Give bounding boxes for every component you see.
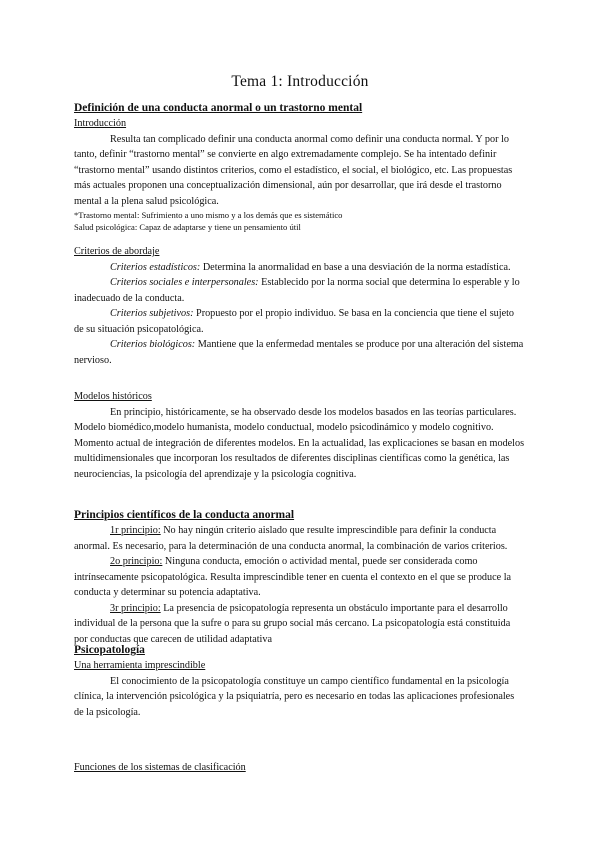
criteria-block <box>74 244 526 368</box>
functions-block <box>74 760 526 776</box>
models-paragraph: En principio, históricamente, se ha observado desde los modelos basados en las teorías particulares. Modelo biomédico,modelo humanista, modelo conductual, modelo psicodinámico y modelo cognitivo. Momento actual de integración de diferentes modelos. En la actualidad, las explicaciones se basan en modelos multidimensionales que incorporan los resultados de diferentes disciplinas científicas como la genética, las neurociencias, la psicología del aprendizaje y la psicología cognitiva. <box>74 406 525 480</box>
subheading-modelos: Modelos históricos <box>74 391 152 402</box>
models-block <box>74 389 526 482</box>
section-principles <box>74 507 526 647</box>
tool-paragraph: El conocimiento de la psicopatología constituye un campo científico fundamental en la psicología clínica, la intervención psicológica y la psiquiatría, pero es necesario en todas las aplicaciones profesionales de la psicología. <box>74 675 515 718</box>
note-trastorno: *Trastorno mental: Sufrimiento a uno mismo y a los demás que es sistemático <box>74 210 343 220</box>
criterion-term: Criterios biológicos: <box>110 339 196 350</box>
section-psicopatologia <box>74 642 526 720</box>
subheading-herramienta: Una herramienta imprescindible <box>74 660 206 671</box>
principle-label: 2o principio: <box>110 556 163 567</box>
subheading-funciones: Funciones de los sistemas de clasificación <box>74 762 246 773</box>
subheading-criterios: Criterios de abordaje <box>74 246 160 257</box>
criterion-term: Criterios sociales e interpersonales: <box>110 277 259 288</box>
note-salud: Salud psicológica: Capaz de adaptarse y tiene un pensamiento útil <box>74 222 301 232</box>
criterion-term: Criterios subjetivos: <box>110 308 194 319</box>
criterion-subjective <box>74 306 526 337</box>
criterion-statistical <box>74 260 526 276</box>
principle-text: La presencia de psicopatología representa un obstáculo importante para el desarrollo individual de la persona que la sufre o para su grupo social más cercano. La psicopatología está constituida por conductas que carecen de utilidad adaptativa <box>74 602 511 645</box>
principle-1 <box>74 523 526 554</box>
principle-text: No hay ningún criterio aislado que resulte imprescindible para definir la conducta anormal. Es necesario, para la determinación de una conducta anormal, la combinación de varios criterios. <box>74 525 508 552</box>
principle-3 <box>74 601 526 648</box>
section-heading: Principios científicos de la conducta anormal <box>74 509 295 521</box>
criterion-text: Establecido por la norma social que determina lo esperable y lo inadecuado de la conducta. <box>74 277 520 304</box>
criterion-biological <box>74 337 526 368</box>
subheading-introduccion: Introducción <box>74 118 127 129</box>
criterion-text: Determina la anormalidad en base a una desviación de la norma estadística. <box>200 261 511 273</box>
document-title: Tema 1: Introducción <box>231 73 369 90</box>
principle-label: 3r principio: <box>110 602 161 614</box>
principle-text: Ninguna conducta, emoción o actividad mental, puede ser considerada como intrínsecamente psicopatológica. Resulta imprescindible tener en cuenta el contexto en el que se produce la conducta y determinar su potencia adaptativa. <box>74 556 512 598</box>
criterion-text: Propuesto por el propio individuo. Se basa en la conciencia que tiene el sujeto de su situación psicopatológica. <box>74 308 515 335</box>
section-heading: Definición de una conducta anormal o un trastorno mental <box>74 102 363 114</box>
section-definition <box>74 100 526 233</box>
principle-label: 1r principio: <box>110 525 161 536</box>
principle-2 <box>74 554 526 601</box>
intro-paragraph: Resulta tan complicado definir una conducta anormal como definir una conducta normal. Y por lo tanto, definir “trastorno mental” se convierte en algo extremadamente complejo. Se ha intentado definir “trastorno mental” usando distintos criterios, como el estadístico, el social, el biológico, etc. Las propuestas más actuales proponen una conceptualización dimensional, aún por desarrollar, que irá desde el trastorno mental a la plena salud psicológica. <box>74 133 513 207</box>
criterion-text: Mantiene que la enfermedad mentales se produce por una alteración del sistema nervioso. <box>74 339 524 366</box>
criterion-term: Criterios estadísticos: <box>110 261 201 273</box>
criterion-social <box>74 275 526 306</box>
section-heading: Psicopatología <box>74 644 145 656</box>
